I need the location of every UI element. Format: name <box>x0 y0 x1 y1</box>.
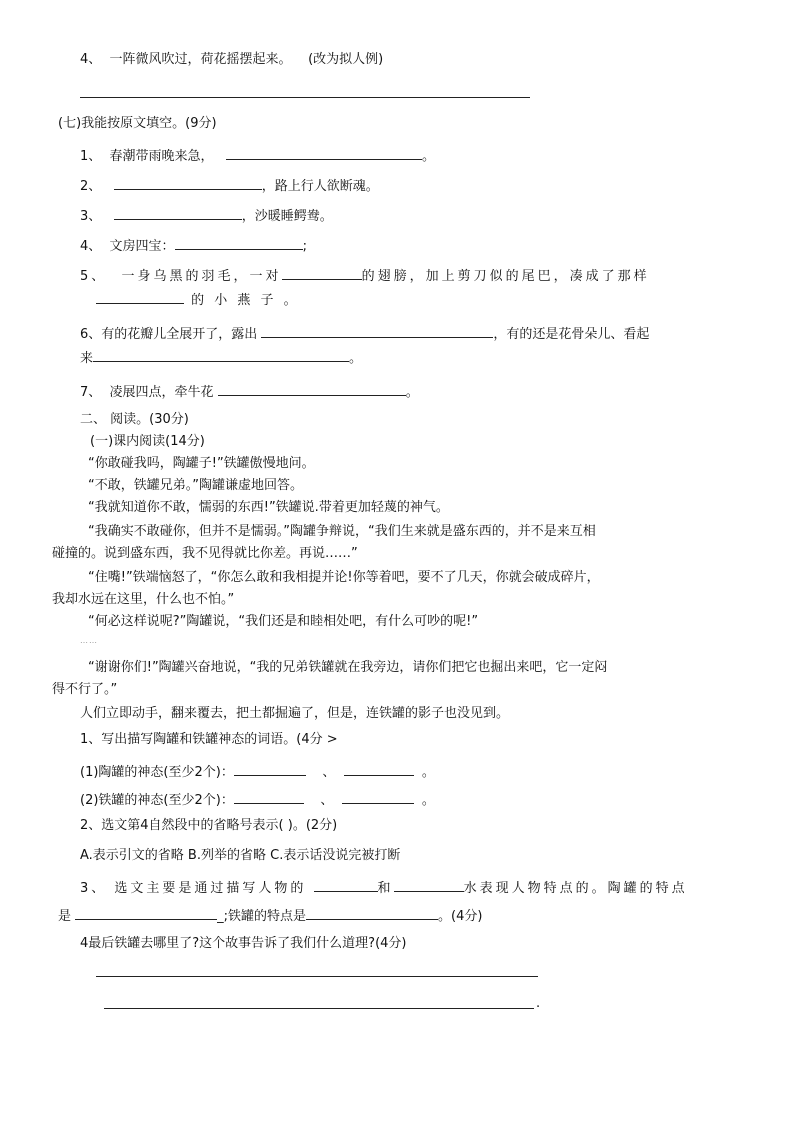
reading-subtitle: (一)课内阅读(14分) <box>90 434 205 449</box>
fill-blank[interactable] <box>342 790 414 804</box>
fill-blank[interactable] <box>75 906 217 920</box>
s7-q1: 1、 春潮带雨晚来急， 。 <box>80 146 435 165</box>
question-1b: (2)铁罐的神态(至少2个)： 、 。 <box>80 790 435 809</box>
question-1: 1、写出描写陶罐和铁罐神态的词语。(4分 > <box>80 732 338 747</box>
passage-para: “你敢碰我吗，陶罐子!”铁罐傲慢地问。 <box>88 456 315 471</box>
q4-answer-line-1[interactable] <box>96 976 538 977</box>
passage-para: 人们立即动手，翻来覆去，把土都掘遍了，但是，连铁罐的影子也没见到。 <box>80 706 510 721</box>
question-4: 4最后铁罐去哪里了?这个故事告诉了我们什么道理?(4分) <box>80 936 407 951</box>
ellipsis-mark: …… <box>80 636 98 645</box>
fill-blank[interactable] <box>306 906 438 920</box>
passage-para: 我却水远在这里，什么也不怕。” <box>52 592 235 607</box>
passage-para: “不敢，铁罐兄弟。”陶罐谦虚地回答。 <box>88 478 303 493</box>
reading-title: 二、 阅读。(30分) <box>80 412 189 427</box>
fill-blank[interactable] <box>394 878 464 892</box>
passage-para: 碰撞的。说到盛东西，我不见得就比你差。再说……” <box>52 546 358 561</box>
s7-q2: 2、 ，路上行人欲断魂。 <box>80 176 379 195</box>
fill-blank[interactable] <box>226 146 422 160</box>
fill-blank[interactable] <box>261 324 493 338</box>
s7-q6-line2: 来 。 <box>80 348 362 367</box>
s7-q6-line1: 6、有的花瓣儿全展开了，露出 ，有的还是花骨朵儿、看起 <box>80 324 649 343</box>
s7-q5-line1: 5、 一身乌黑的羽毛，一对 的翅膀，加上剪刀似的尾巴，凑成了那样 <box>80 266 650 285</box>
q4-end-mark: . <box>536 996 541 1011</box>
question-3-line1: 3、 选文主要是通过描写人物的 和 水表现人物特点的。陶罐的特点 <box>80 878 688 897</box>
passage-para: “住嘴!”铁端恼怒了，“你怎么敢和我相提并论!你等着吧，要不了几天，你就会破成碎片， <box>88 570 600 585</box>
q4-rewrite-line: 4、 一阵微风吹过，荷花摇摆起来。 (改为拟人例) <box>80 52 384 67</box>
fill-blank[interactable] <box>234 762 306 776</box>
fill-blank[interactable] <box>96 290 184 304</box>
question-3-line2: 是 _;铁罐的特点是 。(4分) <box>58 906 482 925</box>
fill-blank[interactable] <box>93 348 349 362</box>
q4-answer-line[interactable] <box>80 97 530 98</box>
question-1a: (1)陶罐的神态(至少2个)： 、 。 <box>80 762 435 781</box>
s7-q7: 7、 凌展四点，牵牛花 。 <box>80 382 419 401</box>
question-2-options: A.表示引文的省略 B.列举的省略 C.表示话没说完被打断 <box>80 848 401 863</box>
fill-blank[interactable] <box>282 266 362 280</box>
passage-para: “我确实不敢碰你，但并不是懦弱。”陶罐争辩说，“我们生来就是盛东西的，并不是来互相 <box>88 524 596 539</box>
s7-q4: 4、 文房四宝： ; <box>80 236 307 255</box>
fill-blank[interactable] <box>175 236 303 250</box>
passage-para: “何必这样说呢?”陶罐说，“我们还是和睦相处吧，有什么可吵的呢!” <box>88 614 479 629</box>
passage-para: “我就知道你不敢，懦弱的东西!”铁罐说.带着更加轻蔑的神气。 <box>88 500 449 515</box>
passage-para: 得不行了。” <box>52 682 118 697</box>
fill-blank[interactable] <box>314 878 378 892</box>
question-2: 2、选文第4自然段中的省略号表示( )。(2分) <box>80 818 338 833</box>
s7-q3: 3、 ，沙暖睡鳄鸯。 <box>80 206 333 225</box>
q4-answer-line-2[interactable] <box>104 1008 534 1009</box>
fill-blank[interactable] <box>114 206 242 220</box>
passage-para: “谢谢你们!”陶罐兴奋地说，“我的兄弟铁罐就在我旁边，请你们把它也掘出来吧，它一定闷 <box>88 660 608 675</box>
fill-blank[interactable] <box>218 382 406 396</box>
s7-q5-line2: 的 小 燕 子 。 <box>96 290 300 309</box>
fill-blank[interactable] <box>114 176 262 190</box>
section7-title: (七)我能按原文填空。(9分) <box>58 116 217 131</box>
fill-blank[interactable] <box>344 762 414 776</box>
fill-blank[interactable] <box>234 790 304 804</box>
